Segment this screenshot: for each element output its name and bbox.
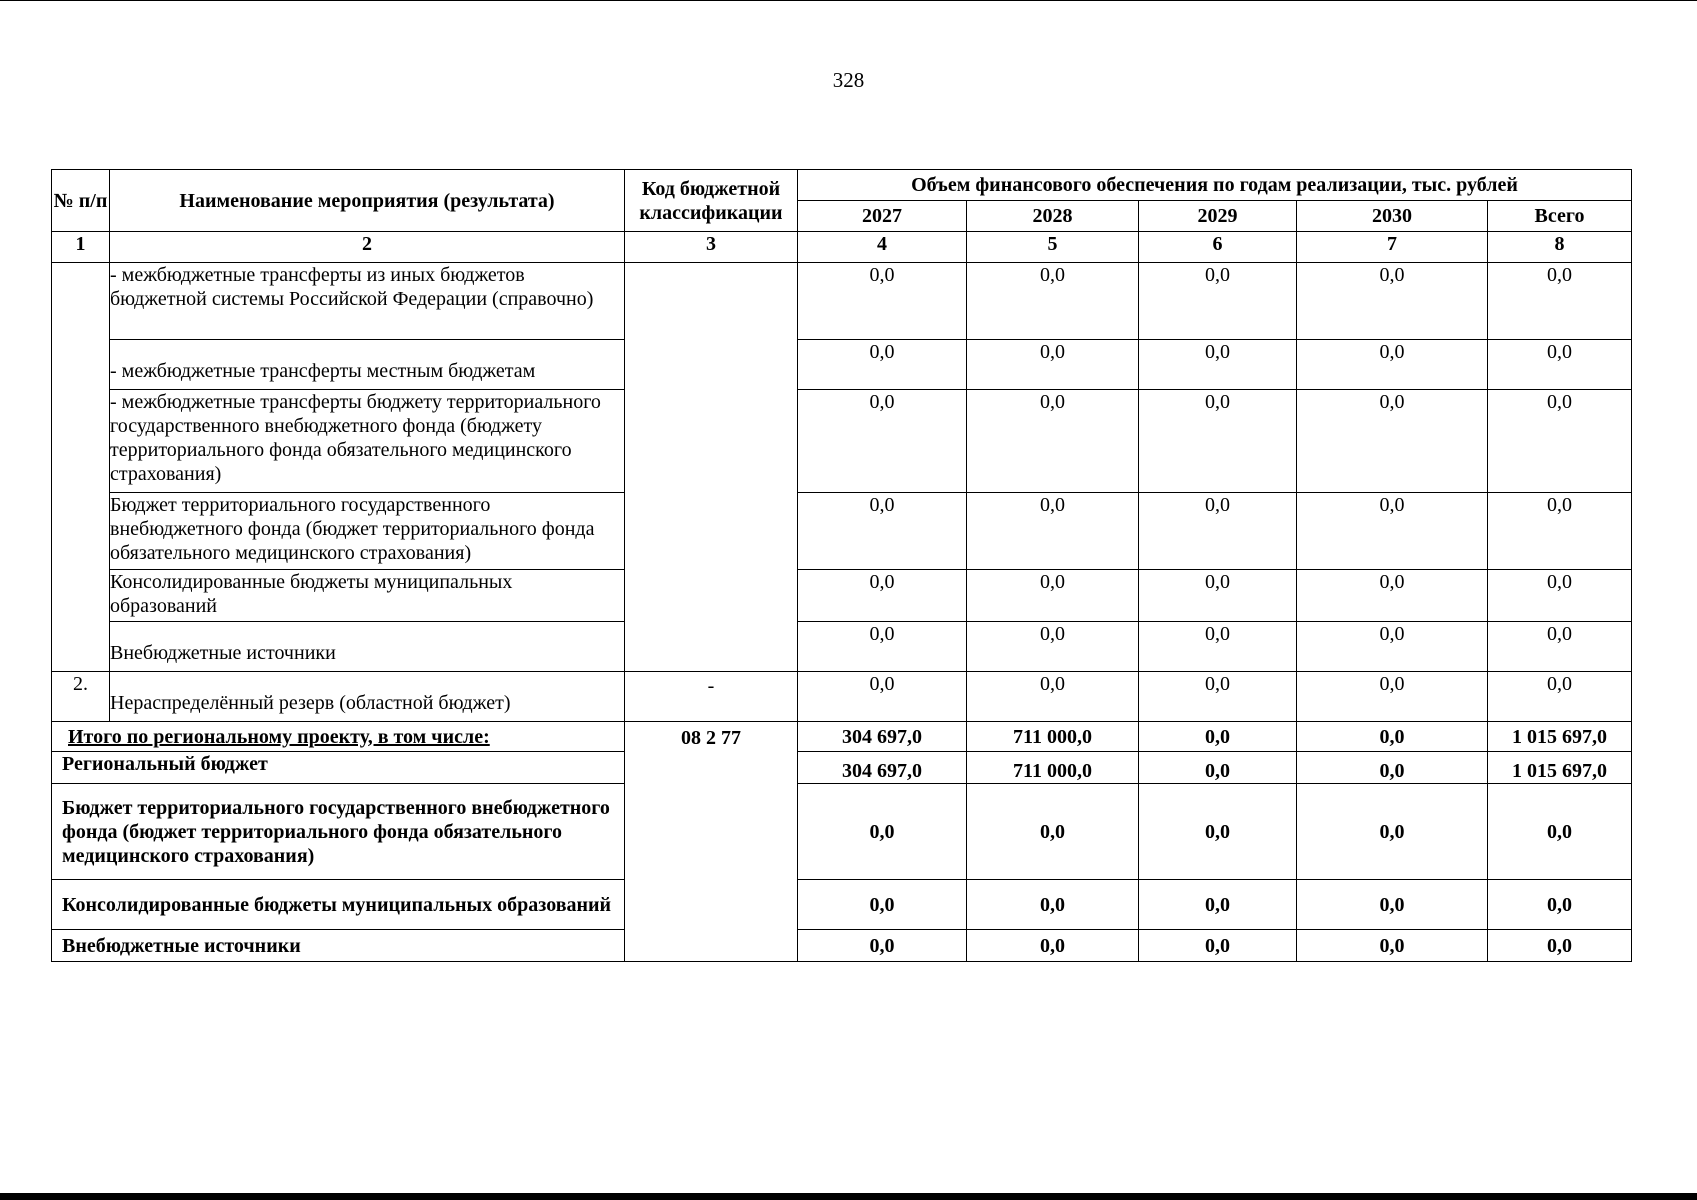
value-2029: 0,0	[1139, 622, 1297, 672]
header-total: Всего	[1488, 201, 1632, 232]
value-total: 0,0	[1488, 672, 1632, 722]
scan-top-edge	[0, 0, 1697, 1]
value-total: 0,0	[1488, 880, 1632, 930]
row-name: Нераспределённый резерв (областной бюджет)	[110, 672, 625, 722]
value-2029: 0,0	[1139, 570, 1297, 622]
header-year: 2027	[798, 201, 967, 232]
value-2029: 0,0	[1139, 340, 1297, 390]
table-row	[52, 390, 1632, 493]
column-number: 8	[1488, 232, 1632, 263]
value-2028: 0,0	[967, 784, 1139, 880]
value-2028: 0,0	[967, 930, 1139, 962]
value-total: 0,0	[1488, 263, 1632, 340]
table-row	[52, 622, 1632, 672]
value-2030: 0,0	[1297, 493, 1488, 570]
total-name: Региональный бюджет	[52, 752, 625, 784]
value-total: 0,0	[1488, 784, 1632, 880]
value-2030: 0,0	[1297, 570, 1488, 622]
budget-code: 08 2 77	[625, 722, 798, 962]
row-name: Консолидированные бюджеты муниципальных образований	[110, 570, 625, 622]
value-2029: 0,0	[1139, 752, 1297, 784]
header-year: 2028	[967, 201, 1139, 232]
value-2030: 0,0	[1297, 340, 1488, 390]
value-total: 0,0	[1488, 570, 1632, 622]
header-year: 2029	[1139, 201, 1297, 232]
table-row	[52, 570, 1632, 622]
total-row	[52, 880, 1632, 930]
column-number-row	[52, 232, 1632, 263]
value-total: 0,0	[1488, 390, 1632, 493]
value-2030: 0,0	[1297, 880, 1488, 930]
header-code: Код бюджетной классификации	[625, 170, 798, 232]
value-2029: 0,0	[1139, 930, 1297, 962]
total-name: Внебюджетные источники	[52, 930, 625, 962]
scan-bottom-edge	[0, 1193, 1697, 1200]
value-2027: 0,0	[798, 880, 967, 930]
column-number: 5	[967, 232, 1139, 263]
value-2028: 0,0	[967, 390, 1139, 493]
column-number: 2	[110, 232, 625, 263]
budget-code-cell-empty	[625, 263, 798, 672]
value-2030: 0,0	[1297, 263, 1488, 340]
total-name: Бюджет территориального государственного внебюджетного фонда (бюджет территориального фонда обязательного медицинского страхования)	[52, 784, 625, 880]
column-number: 1	[52, 232, 110, 263]
table-row	[52, 340, 1632, 390]
value-2027: 0,0	[798, 340, 967, 390]
value-2027: 0,0	[798, 390, 967, 493]
value-2030: 0,0	[1297, 930, 1488, 962]
page-number: 328	[832, 68, 865, 92]
value-2030: 0,0	[1297, 752, 1488, 784]
value-2027: 0,0	[798, 570, 967, 622]
value-2028: 0,0	[967, 493, 1139, 570]
header-no: № п/п	[52, 170, 110, 232]
value-2028: 711 000,0	[967, 752, 1139, 784]
value-total: 0,0	[1488, 493, 1632, 570]
value-2028: 0,0	[967, 340, 1139, 390]
table-row	[52, 263, 1632, 340]
row-number: 2.	[52, 672, 110, 722]
row-name: Бюджет территориального государственного внебюджетного фонда (бюджет территориального фонда обязательного медицинского страхования)	[110, 493, 625, 570]
value-2027: 0,0	[798, 930, 967, 962]
value-2030: 0,0	[1297, 722, 1488, 752]
value-2027: 304 697,0	[798, 752, 967, 784]
header-funding: Объем финансового обеспечения по годам реализации, тыс. рублей	[798, 170, 1632, 201]
value-2030: 0,0	[1297, 784, 1488, 880]
total-name: Консолидированные бюджеты муниципальных образований	[52, 880, 625, 930]
value-2028: 0,0	[967, 880, 1139, 930]
row-name: - межбюджетные трансферты из иных бюджетов бюджетной системы Российской Федерации (справочно)	[110, 263, 625, 340]
header-name: Наименование мероприятия (результата)	[110, 170, 625, 232]
row-name: - межбюджетные трансферты бюджету территориального государственного внебюджетного фонда (бюджету территориального фонда обязательного медицинского страхования)	[110, 390, 625, 493]
row-name: - межбюджетные трансферты местным бюджетам	[110, 340, 625, 390]
value-2028: 0,0	[967, 672, 1139, 722]
value-2029: 0,0	[1139, 784, 1297, 880]
value-2030: 0,0	[1297, 672, 1488, 722]
column-number: 3	[625, 232, 798, 263]
column-number: 4	[798, 232, 967, 263]
total-row	[52, 784, 1632, 880]
total-name: Итого по региональному проекту, в том числе:	[52, 722, 625, 752]
funding-table	[51, 169, 1632, 962]
value-2029: 0,0	[1139, 880, 1297, 930]
value-2029: 0,0	[1139, 263, 1297, 340]
budget-code: -	[625, 672, 798, 722]
value-total: 1 015 697,0	[1488, 722, 1632, 752]
value-2030: 0,0	[1297, 390, 1488, 493]
value-total: 0,0	[1488, 622, 1632, 672]
value-2027: 0,0	[798, 784, 967, 880]
header-row-1	[52, 170, 1632, 201]
value-2027: 0,0	[798, 672, 967, 722]
total-row	[52, 722, 1632, 752]
value-total: 1 015 697,0	[1488, 752, 1632, 784]
total-row	[52, 752, 1632, 784]
value-2029: 0,0	[1139, 493, 1297, 570]
table-row	[52, 493, 1632, 570]
value-2029: 0,0	[1139, 390, 1297, 493]
row-number-cell-empty	[52, 263, 110, 672]
row-name: Внебюджетные источники	[110, 622, 625, 672]
column-number: 6	[1139, 232, 1297, 263]
header-year: 2030	[1297, 201, 1488, 232]
value-2027: 0,0	[798, 263, 967, 340]
value-2030: 0,0	[1297, 622, 1488, 672]
value-2027: 0,0	[798, 622, 967, 672]
value-2028: 0,0	[967, 622, 1139, 672]
total-row	[52, 930, 1632, 962]
value-2028: 0,0	[967, 570, 1139, 622]
value-2027: 304 697,0	[798, 722, 967, 752]
value-total: 0,0	[1488, 930, 1632, 962]
value-2028: 0,0	[967, 263, 1139, 340]
table-row	[52, 672, 1632, 722]
value-total: 0,0	[1488, 340, 1632, 390]
value-2029: 0,0	[1139, 672, 1297, 722]
value-2028: 711 000,0	[967, 722, 1139, 752]
column-number: 7	[1297, 232, 1488, 263]
value-2029: 0,0	[1139, 722, 1297, 752]
value-2027: 0,0	[798, 493, 967, 570]
